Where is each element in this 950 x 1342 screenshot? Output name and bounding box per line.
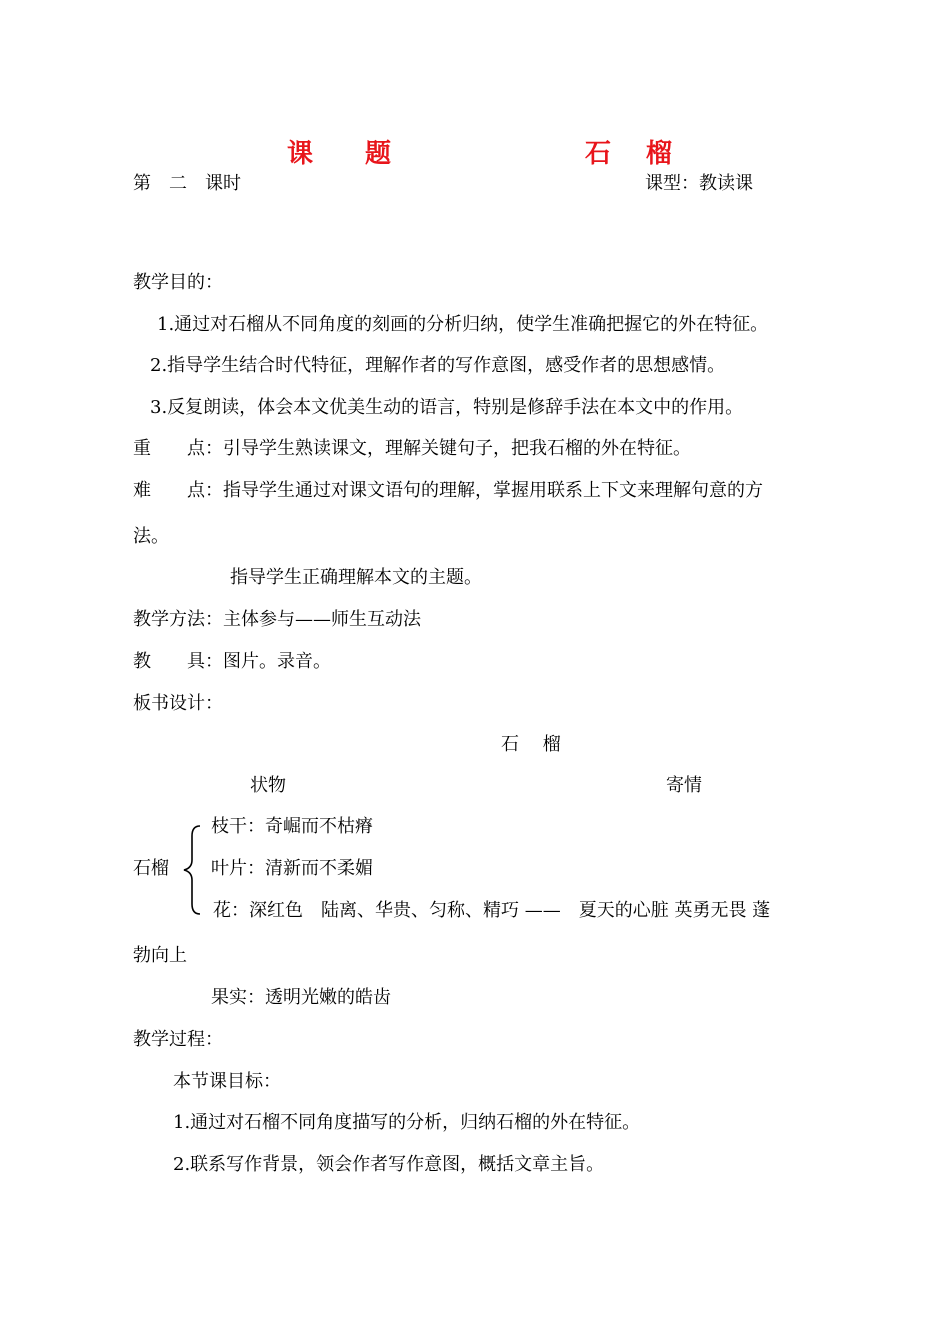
board-root: 石榴 [133, 858, 169, 879]
board-branch-flower: 花：深红色 陆离、华贵、匀称、精巧 —— 夏天的心脏 英勇无畏 蓬 [213, 900, 771, 921]
process-item: 1.通过对石榴不同角度描写的分析，归纳石榴的外在特征。 [173, 1112, 641, 1133]
key-point: 重 点：引导学生熟读课文，理解关键句子，把我石榴的外在特征。 [133, 438, 691, 459]
board-branch-fruit: 果实：透明光嫩的皓齿 [211, 987, 391, 1008]
curly-brace-icon [180, 824, 204, 916]
objective-item: 3.反复朗读，体会本文优美生动的语言，特别是修辞手法在本文中的作用。 [150, 397, 744, 418]
lesson-type: 课型：教读课 [645, 173, 753, 194]
board-heading: 板书设计： [133, 693, 223, 714]
board-right-column: 寄情 [666, 775, 702, 796]
objective-item: 1.通过对石榴从不同角度的刻画的分析归纳，使学生准确把握它的外在特征。 [157, 314, 769, 335]
board-branch-trunk: 枝干：奇崛而不枯瘠 [211, 816, 373, 837]
board-branch-flower-cont: 勃向上 [133, 945, 187, 966]
objective-item: 2.指导学生结合时代特征，理解作者的写作意图，感受作者的思想感情。 [150, 355, 726, 376]
difficulty-line-3: 指导学生正确理解本文的主题。 [230, 567, 482, 588]
objectives-heading: 教学目的： [133, 272, 223, 293]
difficulty-line-2: 法。 [133, 526, 169, 547]
teaching-method: 教学方法：主体参与——师生互动法 [133, 609, 421, 630]
difficulty-line-1: 难 点：指导学生通过对课文语句的理解，掌握用联系上下文来理解句意的方 [133, 480, 763, 501]
teaching-tools: 教 具：图片。录音。 [133, 651, 331, 672]
board-title: 石 榴 [501, 734, 561, 755]
process-heading: 教学过程： [133, 1029, 223, 1050]
process-subheading: 本节课目标： [173, 1071, 281, 1092]
title-value: 石 榴 [585, 139, 673, 169]
board-branch-leaf: 叶片：清新而不柔媚 [211, 858, 373, 879]
title-label: 课 题 [287, 139, 392, 169]
board-left-column: 状物 [250, 775, 286, 796]
process-item: 2.联系写作背景，领会作者写作意图，概括文章主旨。 [173, 1154, 605, 1175]
lesson-number: 第 二 课时 [133, 173, 241, 194]
